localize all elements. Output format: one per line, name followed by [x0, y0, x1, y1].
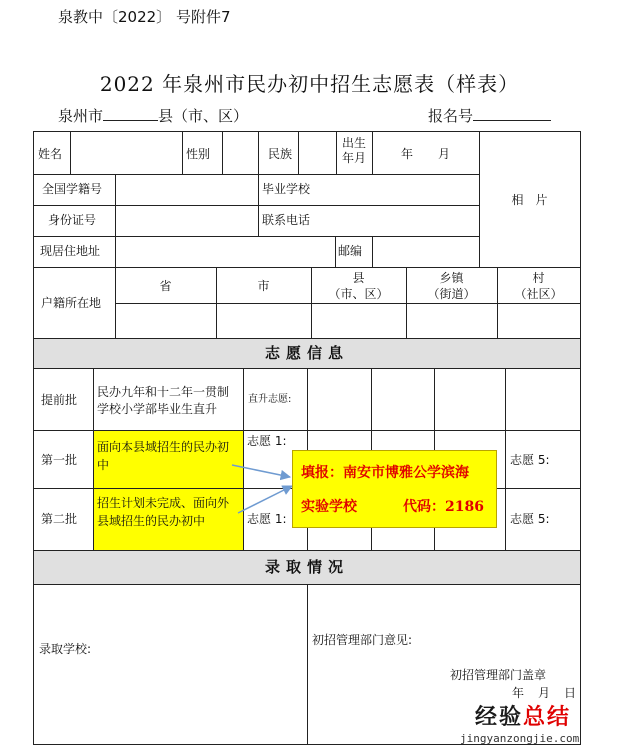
birth-label-1: 出生	[341, 136, 366, 150]
batch1-volunteer1-label: 志愿 1:	[247, 434, 287, 448]
admitted-school-label: 录取学校:	[39, 642, 92, 656]
date-label: 年 月 日	[512, 686, 578, 700]
callout-code: 代码：2186	[403, 499, 484, 515]
county-suffix: 县（市、区）	[158, 107, 249, 125]
city-prefix: 泉州市	[58, 107, 104, 125]
name-label: 姓名	[38, 147, 63, 161]
year-label: 年	[401, 147, 414, 161]
village-label-1: 村	[532, 271, 545, 285]
callout-line1: 填报：南安市博雅公学滨海	[301, 465, 469, 481]
hukou-label: 户籍所在地	[41, 296, 102, 310]
dept-stamp-label: 初招管理部门盖章	[450, 668, 547, 682]
fill-in-callout	[292, 450, 497, 528]
town-label-2: （街道）	[427, 287, 476, 301]
gender-label: 性别	[186, 147, 211, 161]
id-card-label: 身份证号	[48, 213, 97, 227]
callout-line2	[301, 496, 488, 518]
volunteer-section-header: 志愿信息	[34, 339, 580, 368]
watermark-logo: 经验总结	[475, 705, 572, 730]
batch2-desc: 招生计划未完成、面向外县域招生的民办初中	[97, 496, 230, 528]
page-title: 2022 年泉州市民办初中招生志愿表（样表）	[99, 72, 520, 96]
batch2-volunteer1-label: 志愿 1:	[247, 512, 287, 526]
batch2-label: 第二批	[41, 512, 78, 526]
early-batch-desc: 民办九年和十二年一贯制学校小学部毕业生直升	[97, 385, 230, 416]
registration-number-label: 报名号	[428, 107, 474, 125]
month-label: 月	[438, 147, 451, 161]
county-label-1: 县	[352, 271, 365, 285]
batch2-arrow	[238, 486, 292, 513]
batch1-desc: 面向本县域招生的民办初中	[97, 440, 230, 472]
ethnicity-label: 民族	[268, 147, 293, 161]
city-label: 市	[257, 279, 270, 293]
birth-label-2: 年月	[341, 151, 366, 165]
callout-school: 实验学校	[301, 499, 357, 515]
batch1-arrow	[232, 465, 290, 477]
batch1-volunteer5-label: 志愿 5:	[510, 453, 550, 467]
postcode-label: 邮编	[338, 244, 363, 258]
address-label: 现居住地址	[40, 244, 101, 258]
county-label-2: （市、区）	[328, 287, 389, 301]
direct-volunteer-label: 直升志愿:	[248, 394, 292, 405]
town-label-1: 乡镇	[439, 271, 464, 285]
photo-box-label: 相 片	[511, 193, 548, 207]
admission-section-header: 录取情况	[34, 551, 580, 584]
village-label-2: （社区）	[514, 287, 563, 301]
province-label: 省	[159, 279, 172, 293]
dept-opinion-label: 初招管理部门意见:	[312, 633, 413, 647]
batch1-label: 第一批	[41, 453, 78, 467]
grad-school-label: 毕业学校	[262, 182, 311, 196]
batch2-volunteer5-label: 志愿 5:	[510, 512, 550, 526]
phone-label: 联系电话	[262, 213, 311, 227]
document-number: 泉教中〔2022〕 号附件7	[58, 8, 231, 26]
student-id-label: 全国学籍号	[42, 182, 103, 196]
watermark-url: jingyanzongjie.com	[460, 732, 580, 745]
early-batch-label: 提前批	[41, 393, 78, 407]
